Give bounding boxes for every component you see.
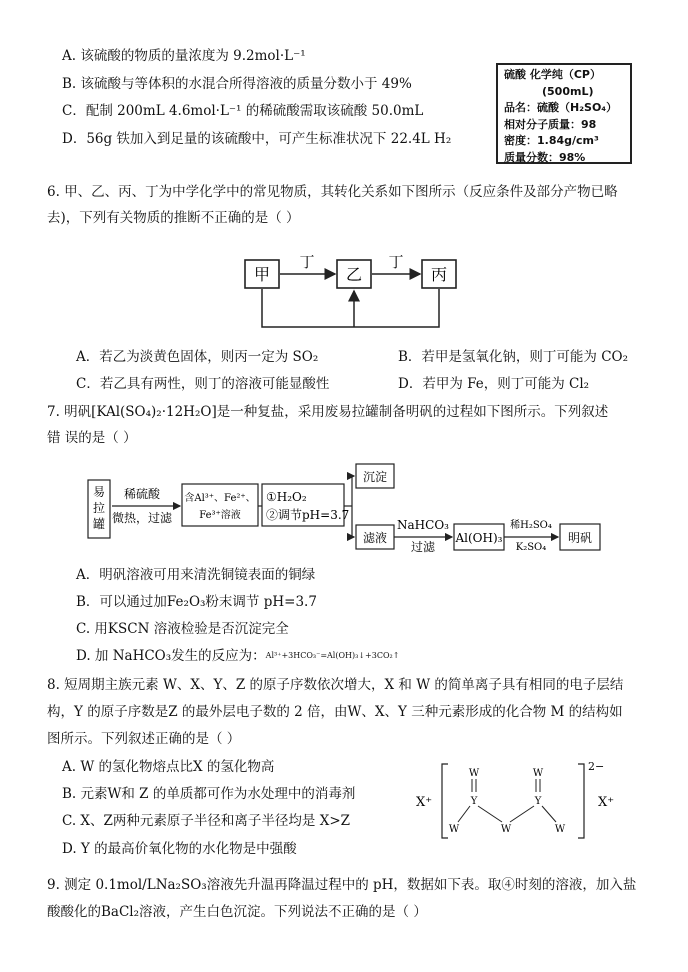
sulfuric-acid-label — [496, 63, 632, 164]
y-left: Y — [470, 796, 478, 807]
bracket-left — [442, 764, 448, 838]
h2so4-label: 稀H₂SO₄ — [510, 520, 552, 531]
q8-stem-line3: 图所示。下列叙述正确的是（ ） — [47, 731, 241, 747]
filtrate-label: 滤液 — [362, 531, 388, 545]
q8-stem-line2: 构，Y 的原子序数是Z 的最外层电子数的 2 倍，由W、X、Y 三种元素形成的化合物 M 的结构如 — [47, 704, 623, 720]
acid-label: 稀硫酸 — [123, 487, 161, 501]
ding-label-1: 丁 — [299, 253, 315, 271]
q6-conversion-diagram — [240, 245, 460, 337]
k2so4-label: K₂SO₄ — [515, 542, 547, 553]
q7-option-d — [76, 647, 399, 665]
can-char-1: 易 — [92, 485, 106, 499]
w-top-left: W — [468, 768, 480, 779]
q5-option-a: A. 该硫酸的物质的量浓度为 9.2mol·L⁻¹ — [62, 48, 306, 64]
q7-stem-line1: 7. 明矾[KAl(SO₄)₂·12H₂O]是一种复盐，采用废易拉罐制备明矾的过程如下图所示。下列叙述 — [47, 404, 609, 420]
label-line-1: 硫酸 化学纯（CP） — [504, 68, 601, 81]
w-bottom-left: W — [448, 824, 460, 835]
q8-option-a: A. W 的氢化物熔点比X 的氢化物高 — [62, 759, 275, 775]
q6-option-a: A．若乙为淡黄色固体，则丙一定为 SO₂ — [76, 349, 319, 365]
yi-label: 乙 — [345, 265, 363, 284]
ding-label-2: 丁 — [388, 253, 404, 271]
step2-label: ②调节pH=3.7 — [266, 508, 350, 522]
q7-option-b: B．可以通过加Fe₂O₃粉末调节 pH=3.7 — [76, 594, 317, 610]
alum-label: 明矾 — [567, 531, 593, 545]
q9-stem-line2: 酸酸化的BaCl₂溶液，产生白色沉淀。下列说法不正确的是（ ） — [47, 904, 427, 920]
w-bottom-middle: W — [500, 824, 512, 835]
aloh3-label: Al(OH)₃ — [455, 531, 503, 545]
nahco3-label: NaHCO₃ — [397, 518, 449, 532]
step1-label: ①H₂O₂ — [266, 490, 307, 504]
q8-option-c: C. X、Z两种元素原子半径和离子半径均是 X>Z — [62, 813, 351, 829]
bing-label: 丙 — [430, 265, 448, 284]
q9-stem-line1: 9. 测定 0.1mol/LNa₂SO₃溶液先升温再降温过程中的 pH，数据如下表。取④时刻的溶液，加入盐 — [47, 877, 637, 893]
q6-stem-line1: 6. 甲、乙、丙、丁为中学化学中的常见物质，其转化关系如下图所示（反应条件及部分产物已略 — [47, 184, 618, 200]
q8-structure-diagram — [410, 758, 630, 844]
q5-option-c: C．配制 200mL 4.6mol·L⁻¹ 的稀硫酸需取该硫酸 50.0mL — [62, 103, 424, 119]
q7-option-d-equation: Al³⁺+3HCO₃⁻=Al(OH)₃↓+3CO₂↑ — [265, 651, 400, 660]
solution-line1: 含Al³⁺、Fe²⁺、 — [184, 493, 256, 504]
filter-label: 过滤 — [410, 540, 436, 554]
q6-option-c: C．若乙具有两性，则丁的溶液可能显酸性 — [76, 376, 330, 392]
x-left: X⁺ — [416, 795, 433, 810]
q8-stem-line1: 8. 短周期主族元素 W、X、Y、Z 的原子序数依次增大，X 和 W 的简单离子具有相同的电子层结 — [47, 677, 624, 693]
label-line-5: 密度：1.84g/cm³ — [504, 134, 599, 147]
jia-label: 甲 — [253, 265, 271, 284]
label-line-6: 质量分数：98% — [504, 150, 586, 164]
q7-option-c: C. 用KSCN 溶液检验是否沉淀完全 — [76, 621, 289, 637]
q8-option-d: D. Y 的最高价氧化物的水化物是中强酸 — [62, 841, 297, 857]
q5-option-d: D．56g 铁加入到足量的该硫酸中，可产生标准状况下 22.4L H₂ — [62, 131, 452, 147]
label-line-2: (500mL) — [542, 84, 594, 98]
w-top-right: W — [532, 768, 544, 779]
heat-filter-label: 微热，过滤 — [111, 511, 173, 525]
return-line — [262, 289, 439, 327]
precipitate-label: 沉淀 — [362, 470, 388, 484]
q7-flowchart — [86, 458, 606, 554]
label-line-3: 品名：硫酸（H₂SO₄） — [504, 101, 618, 114]
bracket-right — [578, 764, 584, 838]
solution-line2: Fe³⁺溶液 — [199, 510, 241, 521]
q5-option-b: B. 该硫酸与等体积的水混合所得溶液的质量分数小于 49% — [62, 76, 412, 92]
q6-option-b: B．若甲是氢氧化钠，则丁可能为 CO₂ — [398, 349, 629, 365]
q6-option-d: D．若甲为 Fe，则丁可能为 Cl₂ — [398, 376, 590, 392]
q6-stem-line2: 去)，下列有关物质的推断不正确的是（ ） — [47, 210, 300, 226]
q7-stem-line2: 错 误的是（ ） — [47, 430, 137, 446]
x-right: X⁺ — [598, 795, 615, 810]
y-right: Y — [534, 796, 542, 807]
w-bottom-right: W — [554, 824, 566, 835]
q7-option-d-prefix: D. 加 NaHCO₃发生的反应为： — [76, 648, 266, 664]
q8-option-b: B. 元素W和 Z 的单质都可作为水处理中的消毒剂 — [62, 786, 356, 802]
charge-label: 2− — [588, 760, 605, 773]
can-char-2: 拉 — [92, 501, 106, 515]
can-char-3: 罐 — [92, 517, 106, 531]
label-line-4: 相对分子质量：98 — [504, 117, 597, 131]
q7-option-a: A．明矾溶液可用来清洗铜镜表面的铜绿 — [76, 567, 316, 583]
